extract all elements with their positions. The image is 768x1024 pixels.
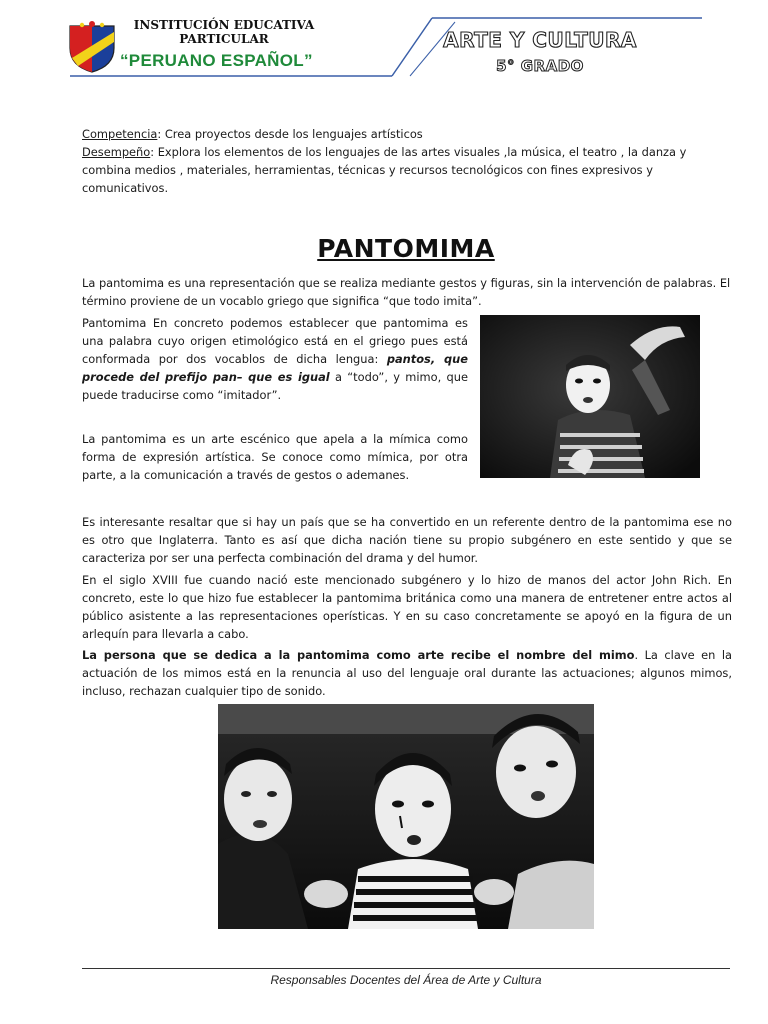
etymology-text-a: Pantomima En concreto podemos establecer que pantomima es una palabra cuyo origen etimológico está en el griego pues está conformada por dos vocablos de dicha lengua:	[82, 316, 468, 366]
footer-text: Responsables Docentes del Área de Arte y Cultura	[270, 973, 542, 987]
competencia-label: Competencia	[82, 127, 158, 141]
three-mimes-photo	[218, 704, 594, 929]
mimo-bold-text: La persona que se dedica a la pantomima como arte recibe el nombre del mimo	[82, 648, 635, 662]
mimo-rest-text: . La clave en la actuación de los mimos está en la renuncia al uso del lenguaje oral durante las actuaciones; algunos mimos, incluso, rechazan cualquier tipo de sonido.	[82, 648, 732, 698]
desempeno-text: : Explora los elementos de los lenguajes de las artes visuales ,la música, el teatro , la danza y combina medios , materiales, herramientas, técnicas y recursos tecnológicos con fines expresivos y comunicativos.	[82, 145, 687, 195]
grade-label: 5° GRADO	[496, 57, 584, 75]
etymology-emphasis-italic: pantos, que procede del prefijo pan– que es igual	[82, 352, 469, 384]
subject-title: ARTE Y CULTURA	[443, 28, 637, 52]
paragraph-inglaterra: Es interesante resaltar que si hay un país que se ha convertido en un referente dentro de la pantomima ese no es otro que Inglaterra. Tanto es así que dicha nación tiene su propio subgénero en este sentido y que se caracteriza por ser una perfecta combinación del drama y del humor.	[82, 515, 732, 565]
page-title: PANTOMIMA	[317, 234, 495, 263]
institution-line-2: PARTICULAR	[179, 32, 269, 46]
footer-divider	[82, 968, 730, 969]
paragraph-intro: La pantomima es una representación que se realiza mediante gestos y figuras, sin la intervención de palabras. El término proviene de un vocablo griego que significa “que todo imita”.	[82, 276, 731, 308]
competencia-line	[82, 125, 732, 143]
paragraph-etymology	[82, 314, 468, 404]
desempeno-label: Desempeño	[82, 145, 151, 159]
paragraph-mimo	[82, 646, 732, 700]
desempeno-block	[82, 143, 732, 197]
institution-line-1: INSTITUCIÓN EDUCATIVA	[133, 18, 315, 32]
etymology-text-c: a “todo”, y mimo, que puede traducirse como “imitador”.	[82, 370, 468, 402]
paragraph-mimica: La pantomima es un arte escénico que apela a la mímica como forma de expresión artística. Se conoce como mímica, por otra parte, a la comunicación a través de gestos o ademanes.	[82, 432, 468, 482]
school-logo	[64, 18, 120, 74]
paragraph-siglo-xviii: En el siglo XVIII fue cuando nació este mencionado subgénero y lo hizo de manos del actor John Rich. En concreto, este lo que hizo fue establecer la pantomima británica como una manera de entretener entre actos al público asistente a las representaciones operísticas. Y en su caso concretamente se apoyó en la figura de un arlequín para llevarla a cabo.	[82, 573, 732, 641]
competencia-text: : Crea proyectos desde los lenguajes artísticos	[157, 127, 423, 141]
institution-name: “PERUANO ESPAÑOL”	[120, 51, 313, 70]
mime-photo	[480, 315, 700, 478]
